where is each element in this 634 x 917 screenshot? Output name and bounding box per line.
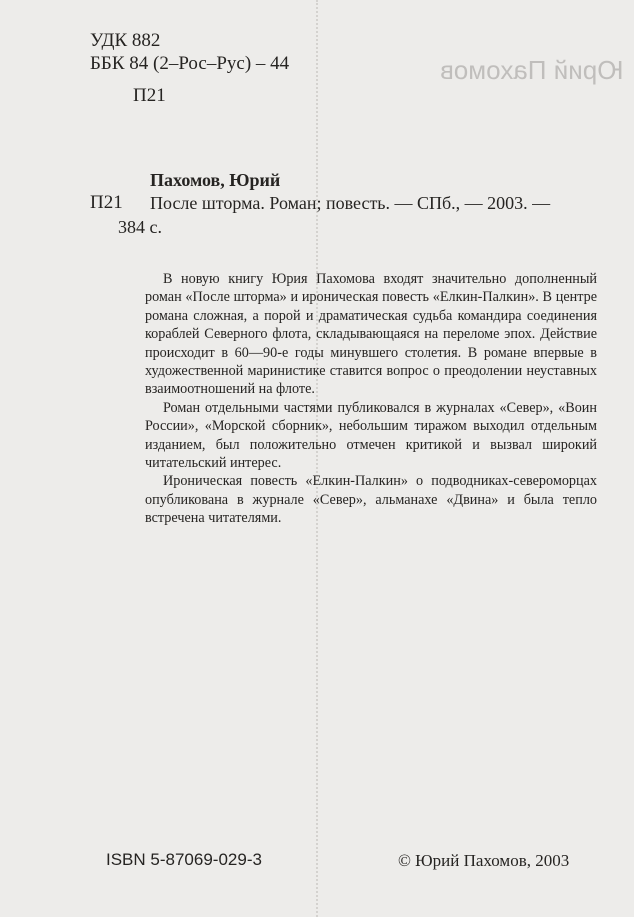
annotation [145,270,597,528]
isbn: ISBN 5-87069-029-3 [106,850,262,869]
copyright: © Юрий Пахомов, 2003 [398,851,570,870]
bbk-code: ББК 84 (2–Рос–Рус) – 44 [90,53,290,74]
author-name: Пахомов, Юрий [150,170,281,190]
annotation-paragraph: Роман отдельными частями публиковался в журналах «Север», «Воин России», «Морской сборник», небольшим тиражом выходил отдельным изданием, был положительно отмечен критикой и вызвал широкий читательский интерес. [145,399,597,472]
title-line: После шторма. Роман; повесть. — СПб., — 2003. — [150,193,551,213]
entry-code: П21 [90,192,123,213]
page-count: 384 с. [118,217,162,237]
show-through-text: Юрий Пахомов [440,55,624,85]
index-code: П21 [133,85,166,106]
udk-code: УДК 882 [90,30,161,51]
annotation-paragraph: В новую книгу Юрия Пахомова входят значительно дополненный роман «После шторма» и ироническая повесть «Елкин-Палкин». В центре романа сложная, а порой и драматическая судьба командира соединения кораблей Северного флота, складывающаяся на переломе эпох. Действие происходит в 60—90-е годы минувшего столетия. В романе впервые в художественной маринистике ставится вопрос о преодолении неуставных взаимоотношений на флоте. [145,271,597,398]
annotation-paragraph: Ироническая повесть «Елкин-Палкин» о подводниках-североморцах опубликована в журнале «Север», альманахе «Двина» и была тепло встречена читателями. [145,473,597,527]
